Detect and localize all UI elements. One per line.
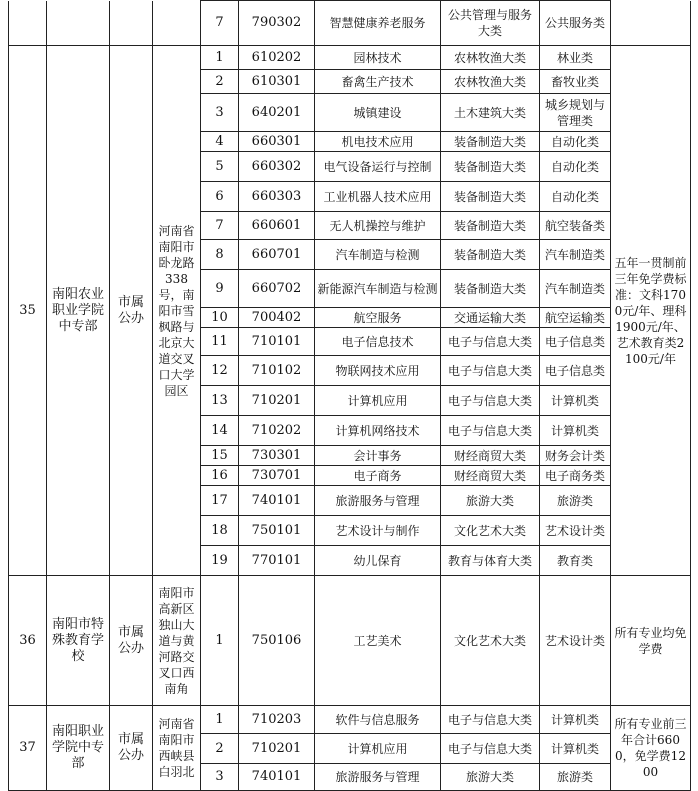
major-name: 计算机网络技术 <box>315 416 441 446</box>
major-class: 自动化类 <box>540 152 611 182</box>
major-class: 艺术设计类 <box>540 516 611 546</box>
table-row <box>9 1 691 46</box>
major-index: 10 <box>201 308 239 328</box>
major-name: 幼儿保育 <box>315 546 441 576</box>
school-address-cell: 河南省南阳市卧龙路338号，南阳市雪枫路与北京大道交叉口大学园区 <box>153 46 201 576</box>
major-code: 660702 <box>239 270 315 308</box>
major-name: 会计事务 <box>315 446 441 466</box>
major-code: 740101 <box>239 764 315 791</box>
major-category: 公共管理与服务大类 <box>441 1 540 46</box>
major-name: 机电技术应用 <box>315 132 441 152</box>
major-category: 农林牧渔大类 <box>441 70 540 94</box>
table-row <box>9 576 691 706</box>
major-name: 计算机应用 <box>315 386 441 416</box>
major-index: 1 <box>201 46 239 70</box>
major-category: 装备制造大类 <box>441 270 540 308</box>
major-name: 航空服务 <box>315 308 441 328</box>
major-code: 740101 <box>239 486 315 516</box>
major-code: 710201 <box>239 386 315 416</box>
major-index: 4 <box>201 132 239 152</box>
school-type-cell <box>110 1 153 46</box>
major-code: 710101 <box>239 328 315 356</box>
major-class: 计算机类 <box>540 416 611 446</box>
major-code: 790302 <box>239 1 315 46</box>
major-category: 电子与信息大类 <box>441 328 540 356</box>
major-name: 工艺美术 <box>315 576 441 706</box>
major-code: 660701 <box>239 240 315 270</box>
major-name: 旅游服务与管理 <box>315 486 441 516</box>
major-code: 750106 <box>239 576 315 706</box>
school-number-cell: 37 <box>9 706 47 791</box>
major-index: 1 <box>201 706 239 734</box>
major-class: 林业类 <box>540 46 611 70</box>
major-index: 15 <box>201 446 239 466</box>
school-address-cell: 南阳市高新区独山大道与黄河路交叉口西南角 <box>153 576 201 706</box>
major-code: 730301 <box>239 446 315 466</box>
major-index: 6 <box>201 182 239 212</box>
school-number-cell: 36 <box>9 576 47 706</box>
major-code: 710203 <box>239 706 315 734</box>
major-code: 710201 <box>239 734 315 764</box>
major-category: 装备制造大类 <box>441 212 540 240</box>
major-index: 5 <box>201 152 239 182</box>
major-index: 13 <box>201 386 239 416</box>
major-name: 汽车制造与检测 <box>315 240 441 270</box>
major-name: 工业机器人技术应用 <box>315 182 441 212</box>
major-name: 软件与信息服务 <box>315 706 441 734</box>
major-code: 660303 <box>239 182 315 212</box>
major-index: 9 <box>201 270 239 308</box>
school-number-cell: 35 <box>9 46 47 576</box>
major-code: 770101 <box>239 546 315 576</box>
major-name: 计算机应用 <box>315 734 441 764</box>
school-type-cell: 市属公办 <box>110 576 153 706</box>
school-type-cell: 市属公办 <box>110 706 153 791</box>
major-class: 汽车制造类 <box>540 270 611 308</box>
school-name-cell: 南阳职业学院中专部 <box>47 706 110 791</box>
major-class: 教育类 <box>540 546 611 576</box>
major-code: 750101 <box>239 516 315 546</box>
major-index: 2 <box>201 70 239 94</box>
major-category: 装备制造大类 <box>441 240 540 270</box>
major-class: 公共服务类 <box>540 1 611 46</box>
major-code: 660301 <box>239 132 315 152</box>
major-name: 电气设备运行与控制 <box>315 152 441 182</box>
major-code: 700402 <box>239 308 315 328</box>
major-category: 交通运输大类 <box>441 308 540 328</box>
major-index: 14 <box>201 416 239 446</box>
major-name: 新能源汽车制造与检测 <box>315 270 441 308</box>
school-major-table <box>8 0 691 791</box>
major-category: 土木建筑大类 <box>441 94 540 132</box>
major-category: 教育与体育大类 <box>441 546 540 576</box>
major-class: 计算机类 <box>540 386 611 416</box>
major-index: 12 <box>201 356 239 386</box>
major-index: 11 <box>201 328 239 356</box>
fee-note-cell <box>611 1 691 46</box>
school-name-cell: 南阳农业职业学院中专部 <box>47 46 110 576</box>
major-index: 18 <box>201 516 239 546</box>
major-class: 计算机类 <box>540 734 611 764</box>
major-class: 自动化类 <box>540 182 611 212</box>
major-index: 8 <box>201 240 239 270</box>
school-number-cell <box>9 1 47 46</box>
major-category: 电子与信息大类 <box>441 386 540 416</box>
major-category: 旅游大类 <box>441 486 540 516</box>
major-code: 730701 <box>239 466 315 486</box>
major-category: 旅游大类 <box>441 764 540 791</box>
major-code: 640201 <box>239 94 315 132</box>
school-address-cell: 河南省南阳市西峡县白羽北 <box>153 706 201 791</box>
major-category: 电子与信息大类 <box>441 356 540 386</box>
major-class: 电子商务类 <box>540 466 611 486</box>
major-name: 艺术设计与制作 <box>315 516 441 546</box>
major-name: 无人机操控与维护 <box>315 212 441 240</box>
major-name: 园林技术 <box>315 46 441 70</box>
major-class: 汽车制造类 <box>540 240 611 270</box>
major-index: 7 <box>201 1 239 46</box>
major-category: 财经商贸大类 <box>441 466 540 486</box>
major-code: 610301 <box>239 70 315 94</box>
major-class: 畜牧业类 <box>540 70 611 94</box>
major-class: 航空运输类 <box>540 308 611 328</box>
major-class: 电子信息类 <box>540 356 611 386</box>
major-index: 3 <box>201 764 239 791</box>
major-index: 1 <box>201 576 239 706</box>
school-address-cell <box>153 1 201 46</box>
major-index: 3 <box>201 94 239 132</box>
major-code: 710102 <box>239 356 315 386</box>
major-name: 城镇建设 <box>315 94 441 132</box>
major-class: 计算机类 <box>540 706 611 734</box>
major-class: 艺术设计类 <box>540 576 611 706</box>
major-class: 财务会计类 <box>540 446 611 466</box>
major-name: 电子信息技术 <box>315 328 441 356</box>
major-name: 电子商务 <box>315 466 441 486</box>
major-class: 旅游类 <box>540 486 611 516</box>
fee-note-cell: 五年一贯制前三年免学费标准：文科1700元/年、理科1900元/年、艺术教育类2100元/年 <box>611 46 691 576</box>
fee-note-cell: 所有专业均免学费 <box>611 576 691 706</box>
major-code: 710202 <box>239 416 315 446</box>
major-category: 电子与信息大类 <box>441 416 540 446</box>
fee-note-cell: 所有专业前三年合计6600，免学费1200 <box>611 706 691 791</box>
major-category: 装备制造大类 <box>441 152 540 182</box>
school-type-cell: 市属公办 <box>110 46 153 576</box>
major-index: 19 <box>201 546 239 576</box>
major-class: 城乡规划与管理类 <box>540 94 611 132</box>
major-class: 旅游类 <box>540 764 611 791</box>
table-row <box>9 706 691 734</box>
major-code: 660601 <box>239 212 315 240</box>
major-index: 16 <box>201 466 239 486</box>
major-category: 电子与信息大类 <box>441 734 540 764</box>
major-name: 物联网技术应用 <box>315 356 441 386</box>
major-index: 7 <box>201 212 239 240</box>
major-category: 装备制造大类 <box>441 132 540 152</box>
major-category: 财经商贸大类 <box>441 446 540 466</box>
major-name: 旅游服务与管理 <box>315 764 441 791</box>
major-class: 电子信息类 <box>540 328 611 356</box>
major-code: 610202 <box>239 46 315 70</box>
major-category: 装备制造大类 <box>441 182 540 212</box>
major-index: 17 <box>201 486 239 516</box>
major-category: 电子与信息大类 <box>441 706 540 734</box>
major-category: 文化艺术大类 <box>441 576 540 706</box>
major-class: 航空装备类 <box>540 212 611 240</box>
major-name: 智慧健康养老服务 <box>315 1 441 46</box>
major-name: 畜禽生产技术 <box>315 70 441 94</box>
major-code: 660302 <box>239 152 315 182</box>
table-row <box>9 46 691 70</box>
school-name-cell: 南阳市特殊教育学校 <box>47 576 110 706</box>
major-index: 2 <box>201 734 239 764</box>
major-category: 农林牧渔大类 <box>441 46 540 70</box>
major-category: 文化艺术大类 <box>441 516 540 546</box>
major-class: 自动化类 <box>540 132 611 152</box>
school-name-cell <box>47 1 110 46</box>
